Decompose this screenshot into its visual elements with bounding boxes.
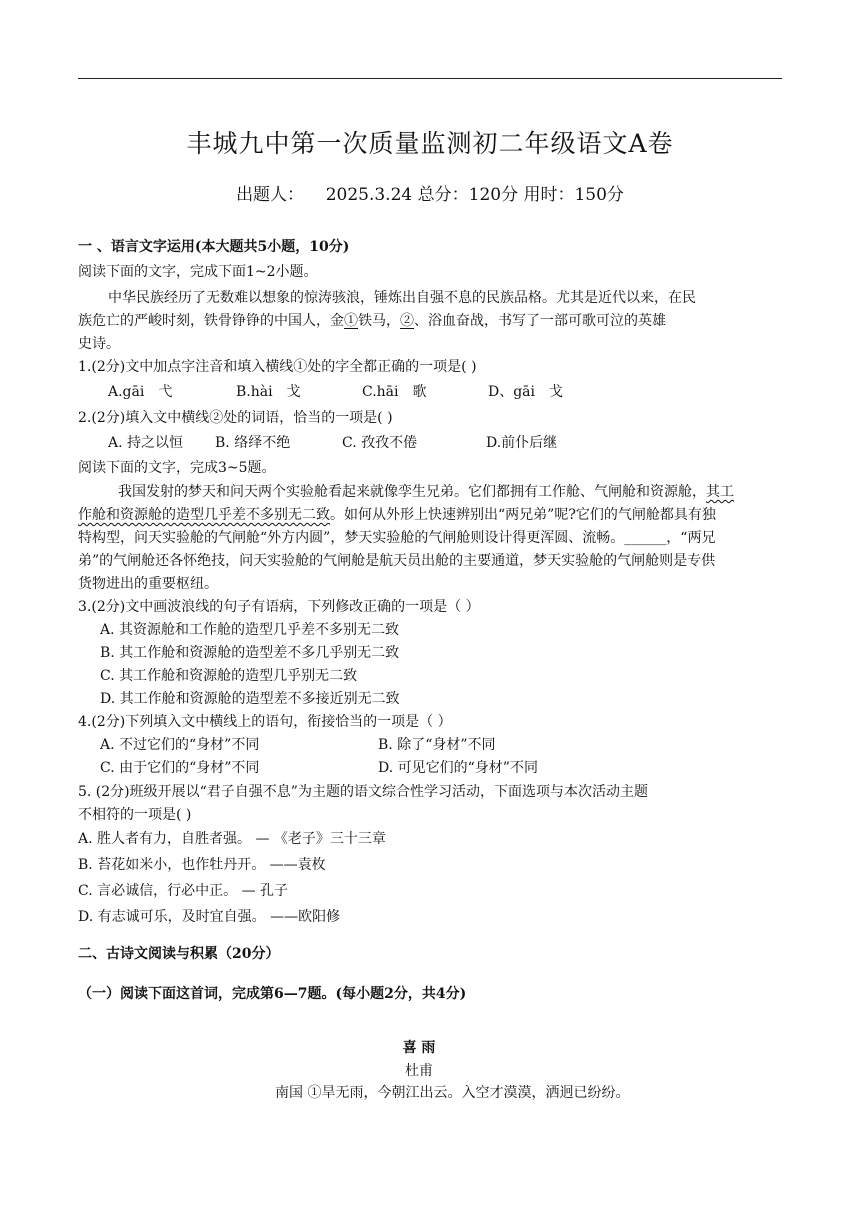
top-divider [78,78,782,79]
question-3: 3.(2分)文中画波浪线的句子有语病，下列修改正确的一项是（ ） [78,599,480,615]
poem-author: 杜甫 [405,1063,433,1079]
q2-option-a: A. 持之以恒 [108,435,184,451]
question-5-line2: 不相符的一项是( ) [78,807,192,823]
passage2-line5: 货物进出的重要枢纽。 [78,576,218,592]
setter-label: 出题人： [236,185,305,205]
q4-option-c: C. 由于它们的“身材”不同 [100,760,260,776]
q5-option-a: A. 胜人者有力，自胜者强。 — 《老子》三十三章 [78,831,386,847]
q2-option-d: D.前仆后继 [486,435,558,451]
q3-option-a: A. 其资源舱和工作舱的造型几乎差不多别无二致 [100,622,400,638]
exam-date: 2025.3.24 [325,185,413,205]
page-title: 丰城九中第一次质量监测初二年级语文A卷 [186,129,674,158]
q4-option-d: D. 可见它们的“身材”不同 [378,760,538,776]
q4-option-a: A. 不过它们的“身材”不同 [100,737,260,753]
blank-2: ② [400,313,414,329]
section2-sub1: （一）阅读下面这首词，完成第6—7题。(每小题2分，共4分) [78,986,467,1002]
q1-option-b: B.hài 戈 [236,384,301,400]
intro2: 阅读下面的文字，完成3~5题。 [78,460,276,476]
q2-option-c: C. 孜孜不倦 [342,435,418,451]
q5-option-b: B. 苔花如米小，也作牡丹开。 ——袁枚 [78,857,326,873]
q1-option-a: A.gāi 弋 [108,384,173,400]
total-score: 总分：120分 [417,185,519,205]
q3-option-c: C. 其工作舱和资源舱的造型几乎别无二致 [100,668,358,684]
wavy-sentence: 作舱和资源舱的造型几乎差不多别无二致 [78,507,330,523]
passage1-line2: 族危亡的严峻时刻，铁骨铮铮的中国人，金①铁马，②、浴血奋战，书写了一部可歌可泣的英雄 [78,313,666,329]
passage1-line1: 中华民族经历了无数难以想象的惊涛骇浪，锤炼出自强不息的民族品格。尤其是近代以来，在民 [108,290,696,306]
q4-option-b: B. 除了“身材”不同 [378,737,496,753]
passage2-line2: 作舱和资源舱的造型几乎差不多别无二致。如何从外形上快速辨别出“两兄弟”呢?它们的气闸舱都具有独 [78,507,716,523]
time-limit: 用时：150分 [523,185,624,205]
wavy-sentence-start: 其工 [706,484,734,500]
q3-option-d: D. 其工作舱和资源舱的造型差不多接近别无二致 [100,691,400,707]
passage1-line3: 史诗。 [78,336,120,352]
q3-option-b: B. 其工作舱和资源舱的造型差不多几乎别无二致 [100,645,400,661]
passage2-line3: 特构型，问天实验舱的气闸舱“外方内圆”，梦天实验舱的气闸舱则设计得更浑圆、流畅。______，“两兄 [78,530,716,546]
section2-heading: 二、古诗文阅读与积累（20分） [78,946,280,962]
question-2: 2.(2分)填入文中横线②处的词语，恰当的一项是( ) [78,410,393,426]
q5-option-c: C. 言必诚信，行必中正。 — 孔子 [78,883,289,899]
q2-option-b: B. 络绎不绝 [215,435,291,451]
question-5-line1: 5. (2分)班级开展以“君子自强不息”为主题的语文综合性学习活动，下面选项与本次活动主题 [78,784,648,800]
exam-meta [0,180,860,205]
q1-option-c: C.hāi 歌 [362,384,427,400]
question-4: 4.(2分)下列填入文中横线上的语句，衔接恰当的一项是（ ） [78,714,452,730]
passage2-line1: 我国发射的梦天和问天两个实验舱看起来就像孪生兄弟。它们都拥有工作舱、气闸舱和资源舱，其工 [118,484,734,500]
intro1: 阅读下面的文字，完成下面1~2小题。 [78,264,318,280]
blank-1: ① [344,313,358,329]
poem-title: 喜 雨 [402,1040,436,1056]
passage2-line4: 弟”的气闸舱还各怀绝技，问天实验舱的气闸舱是航天员出舱的主要通道，梦天实验舱的气闸舱则是专供 [78,553,716,569]
poem-line-1: 南国 ①旱无雨，今朝江出云。入空才漠漠，洒迥已纷纷。 [275,1085,630,1101]
q5-option-d: D. 有志诚可乐，及时宜自强。 ——欧阳修 [78,909,341,925]
section1-heading: 一 、语言文字运用(本大题共5小题，10分) [78,239,350,255]
q1-option-d: D、gāi 戈 [488,384,564,400]
question-1: 1.(2分)文中加点字注音和填入横线①处的字全都正确的一项是( ) [78,359,477,375]
